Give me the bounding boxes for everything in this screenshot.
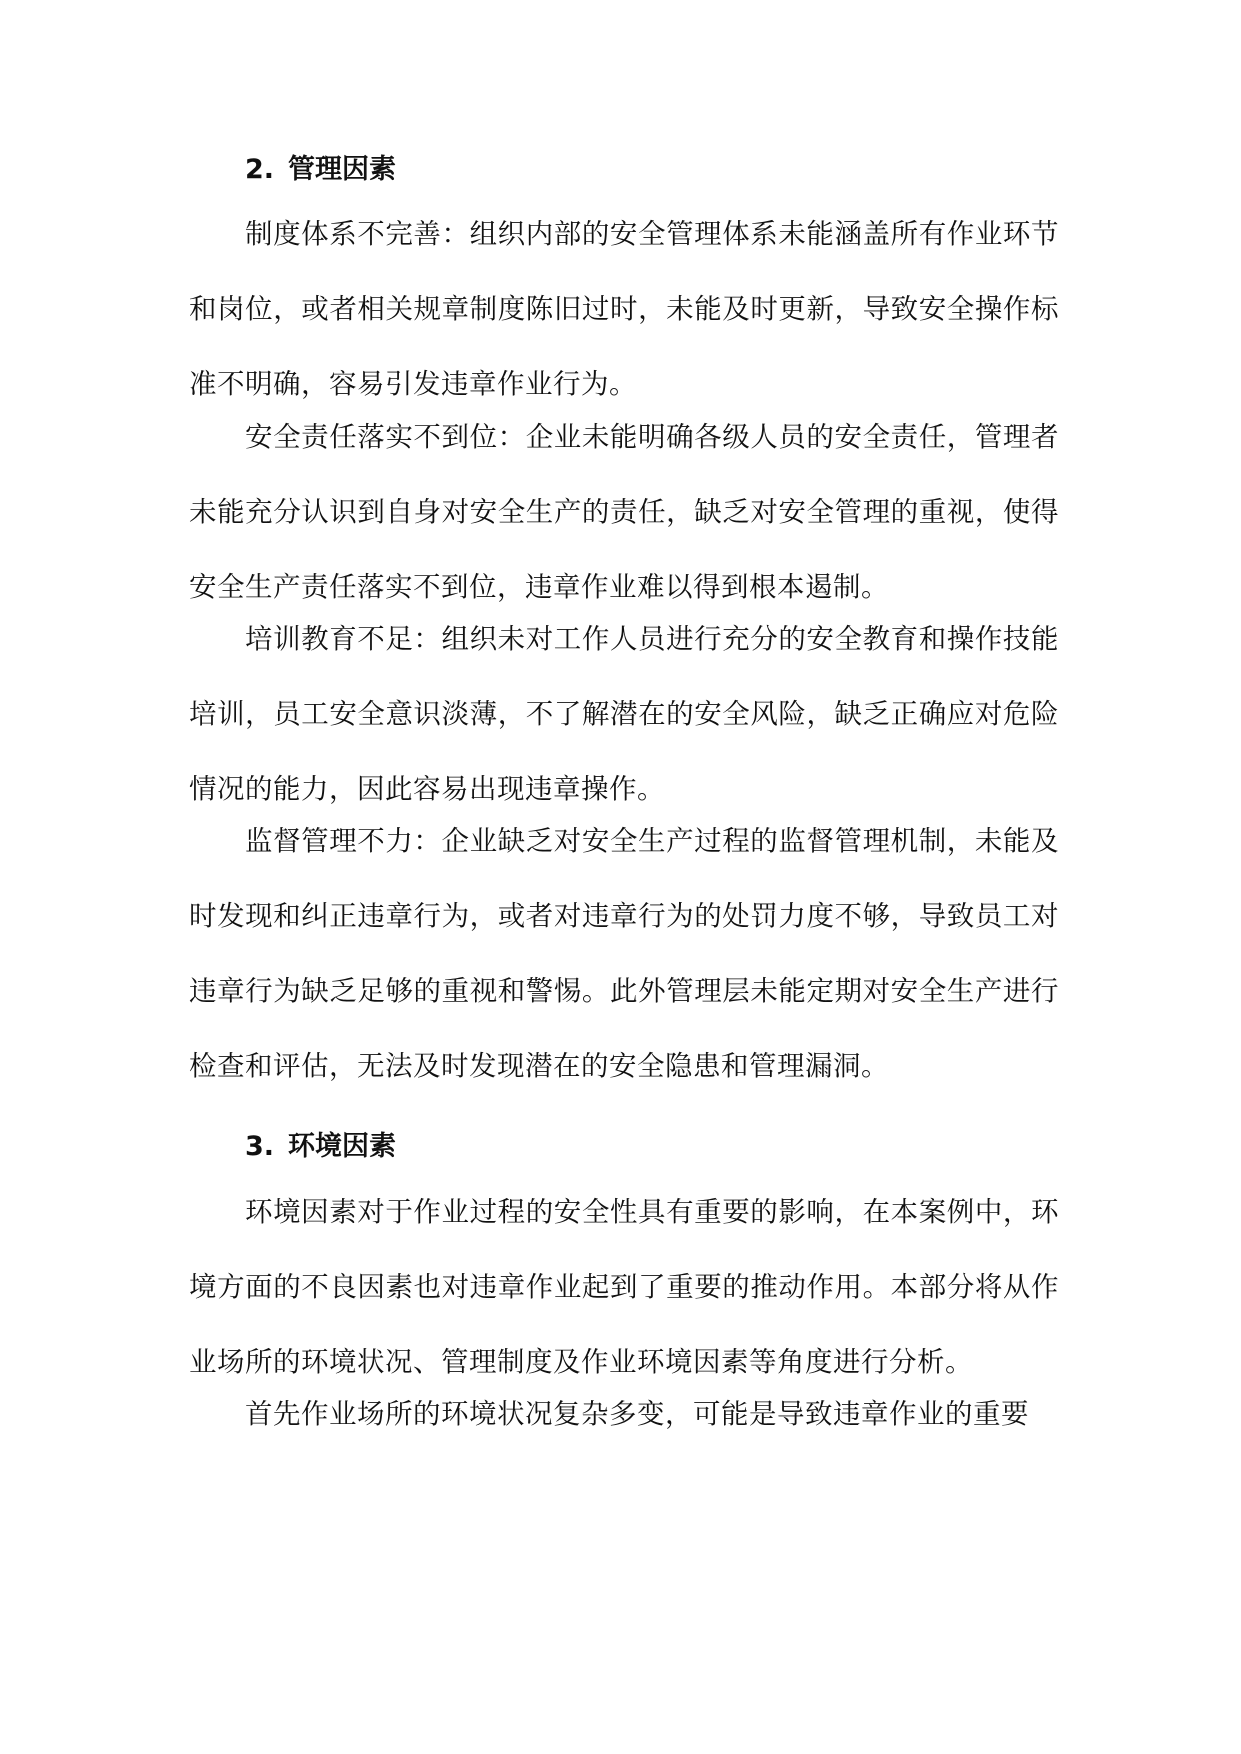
section-title: 环境因素: [288, 1131, 397, 1162]
paragraph-supervision: 监督管理不力：企业缺乏对安全生产过程的监督管理机制，未能及时发现和纠正违章行为，或者对违章行为的处罚力度不够，导致员工对违章行为缺乏足够的重视和警惕。此外管理层未能定期对安全生产进行检查和评估，无法及时发现潜在的安全隐患和管理漏洞。: [189, 825, 1059, 1082]
paragraph-environment-intro: 环境因素对于作业过程的安全性具有重要的影响，在本案例中，环境方面的不良因素也对违章作业起到了重要的推动作用。本部分将从作业场所的环境状况、管理制度及作业环境因素等角度进行分析。: [189, 1196, 1059, 1378]
paragraph-environment-conditions: 首先作业场所的环境状况复杂多变，可能是导致违章作业的重要: [245, 1398, 1029, 1430]
section-title: 管理因素: [288, 154, 397, 185]
section-heading-management: [245, 150, 396, 190]
paragraph-system-incomplete: 制度体系不完善：组织内部的安全管理体系未能涵盖所有作业环节和岗位，或者相关规章制度陈旧过时，未能及时更新，导致安全操作标准不明确，容易引发违章作业行为。: [189, 218, 1059, 400]
section-heading-environment: [245, 1127, 396, 1167]
section-number: 2.: [245, 154, 275, 185]
section-number: 3.: [245, 1131, 275, 1162]
paragraph-training: 培训教育不足：组织未对工作人员进行充分的安全教育和操作技能培训，员工安全意识淡薄，不了解潜在的安全风险，缺乏正确应对危险情况的能力，因此容易出现违章操作。: [189, 623, 1059, 805]
paragraph-responsibility: 安全责任落实不到位：企业未能明确各级人员的安全责任，管理者未能充分认识到自身对安全生产的责任，缺乏对安全管理的重视，使得安全生产责任落实不到位，违章作业难以得到根本遏制。: [189, 421, 1059, 603]
